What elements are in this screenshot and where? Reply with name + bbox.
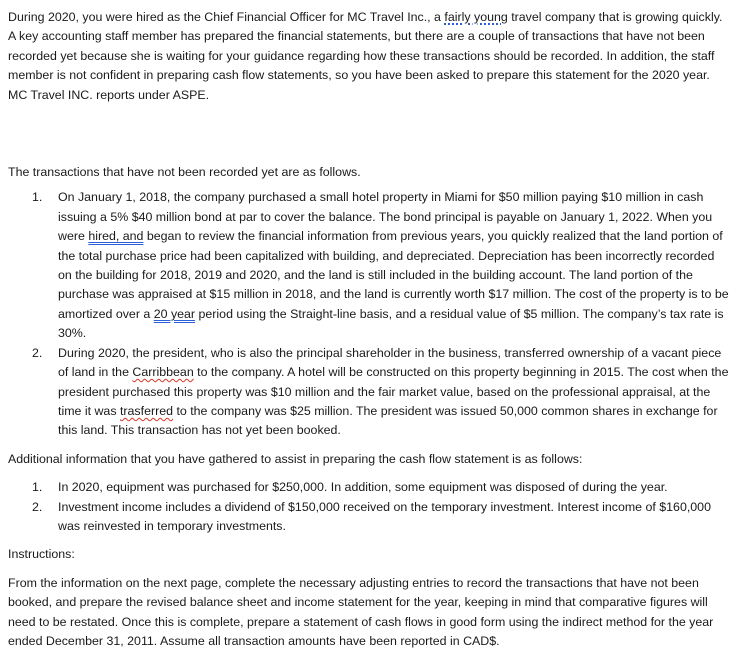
intro-text-a: During 2020, you were hired as the Chief Financial Officer for MC Travel Inc., a <box>8 10 445 24</box>
additional-item-text: In 2020, equipment was purchased for $250,000. In addition, some equipment was disposed of during the year. <box>58 480 668 495</box>
transaction-item-2 <box>8 344 731 441</box>
transactions-list <box>8 188 731 440</box>
spelling-flag-trasferred[interactable]: trasferred <box>119 403 173 418</box>
additional-item-text: Investment income includes a dividend of $150,000 received on the temporary investment. Interest income of $160,000 was reinvested in temporary investments. <box>58 499 711 533</box>
additional-item-2 <box>8 498 731 537</box>
grammar-flag-fairly-young[interactable]: fairly young <box>444 10 508 24</box>
additional-item-number: 1. <box>32 480 43 495</box>
transaction-item-1 <box>8 188 731 343</box>
grammar-flag-hired-and[interactable]: hired, and <box>88 229 144 244</box>
transaction-2-text-a: During 2020, the president, who is also the principal shareholder in the business, transferred ownership of a vacant piece of land in the <box>58 345 722 380</box>
transaction-1-text-e: period using the Straight-line basis, and a residual value of $5 million. The company’s tax rate is 30%. <box>58 306 724 341</box>
transaction-1-text-c: began to review the financial information from previous years, you quickly realized that the land portion of the total purchase price had been capitalized with building, and depreciated. Depreciation has been incorrectly recorded on the building for 2018, 2019 and 2020, and the land is still included in the building account. The land portion of the purchase was appraised at $15 million in 2018, and the land is currently worth $17 million. The cost of the property is to be amortized over a <box>58 229 729 321</box>
additional-item-number: 2. <box>32 499 43 514</box>
transaction-item-number: 1. <box>32 190 43 205</box>
transactions-heading: The transactions that have not been recorded yet are as follows. <box>8 165 361 180</box>
grammar-flag-20-year[interactable]: 20 year <box>153 306 196 321</box>
intro-text-c: travel company that is growing quickly. A key accounting staff member has prepared the financial statements, but there are a couple of transactions that have not been recorded yet because she is waiting for your guidance regarding how these transactions should be recorded. In addition, the staff member is not confident in preparing cash flow statements, so you have been asked to prepare this statement for the 2020 year. MC Travel INC. reports under ASPE. <box>8 10 723 102</box>
additional-heading: Additional information that you have gathered to assist in preparing the cash flow statement is as follows: <box>8 451 583 466</box>
additional-list <box>8 478 731 536</box>
instructions-heading: Instructions: <box>8 547 75 562</box>
intro-paragraph <box>8 8 731 105</box>
transaction-item-number: 2. <box>32 345 43 360</box>
transaction-1-text-a: On January 1, 2018, the company purchased a small hotel property in Miami for $50 million paying $10 million in cash issuing a 5% $40 million bond at par to cover the balance. The bond principal is payable on January 1, 2022. When you were <box>58 190 713 244</box>
transaction-2-text-c: to the company. A hotel will be constructed on this property beginning in 2015. The cost when the president purchased this property was $10 million and the fair market value, based on the professional appraisal, at the time it was <box>58 365 729 418</box>
additional-item-1 <box>8 478 731 497</box>
instructions-paragraph: From the information on the next page, complete the necessary adjusting entries to record the transactions that have not been booked, and prepare the revised balance sheet and income statement for the year, keeping in mind that comparative figures will need to be restated. Once this is complete, prepare a statement of cash flows in good form using the indirect method for the year ended December 31, 2011. Assume all transaction amounts have been reported in CAD$. <box>8 575 714 648</box>
transaction-2-text-e: to the company was $25 million. The president was issued 50,000 common shares in exchange for this land. This transaction has not yet been booked. <box>58 403 718 438</box>
spelling-flag-carribbean[interactable]: Carribbean <box>132 365 194 380</box>
